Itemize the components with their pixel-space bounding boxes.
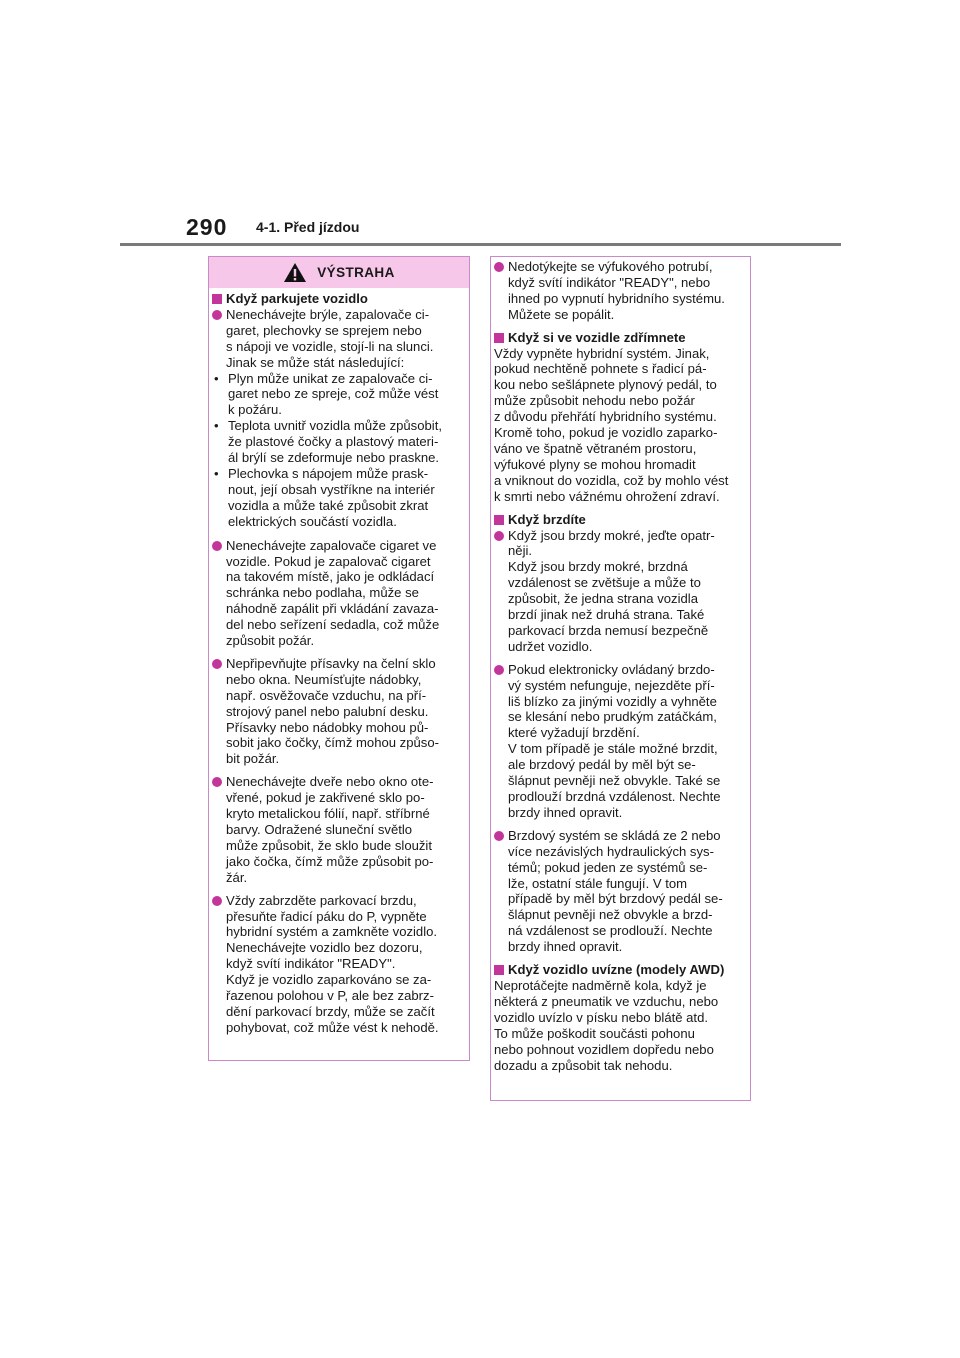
bullet-icon <box>212 777 222 787</box>
bullet-icon <box>494 831 504 841</box>
list-item: Když jsou brzdy mokré, jeďte opatr- něji. Když jsou brzdy mokré, brzdná vzdálenost se zvětšuje a může to způsobit, že jedna strana vozidla brzdí jinak než druhá strana. Také parkovací brzda nemusí bezpečně udržet vozidlo. <box>494 528 744 655</box>
list-item: Nenechávejte zapalovače cigaret ve vozidle. Pokud je zapalovač cigaret na takovém místě, jako je odkládací schránka nebo podlaha, může se náhodně zapálit při vkládání zavaza- del nebo seřízení sedadla, což může způsobit požár. <box>212 538 463 649</box>
list-item: Nedotýkejte se výfukového potrubí, když svítí indikátor "READY", nebo ihned po vypnutí hybridního systému. Můžete se popálit. <box>494 259 744 323</box>
sub-list <box>212 371 463 530</box>
square-bullet-icon <box>494 333 504 343</box>
list-item: Pokud elektronicky ovládaný brzdo- vý systém nefunguje, nejezděte pří- liš blízko za jinými vozidly a vyhněte se klesání nebo prudkým zatáčkám, které vyžadují brzdění. V tom případě je stále možné brzdit, ale brzdový pedál by měl být se- šlápnut pevněji než obvykle. Také se prodlouží brzdná vzdálenost. Nechte brzdy ihned opravit. <box>494 662 744 821</box>
heading-braking: Když brzdíte <box>494 512 744 528</box>
sub-list-item: • Plechovka s nápojem může prask- nout, její obsah vystříkne na interiér vozidla a může také způsobit zkrat elektrických součástí vozidla. <box>214 465 435 529</box>
bullet-icon <box>212 659 222 669</box>
list-item: Nepřipevňujte přísavky na čelní sklo nebo okna. Neumísťujte nádobky, např. osvěžovače vzduchu, na pří- strojový panel nebo palubní desku. Přísavky nebo nádobky mohou pů- sobit jako čočky, čímž mohou způso- bit požár. <box>212 656 463 767</box>
sub-list-item: • Plyn může unikat ze zapalovače ci- garet nebo ze spreje, což může vést k požáru. <box>214 370 439 418</box>
bullet-icon <box>212 541 222 551</box>
warning-box-left <box>208 256 470 1061</box>
bullet-icon <box>494 262 504 272</box>
bullet-icon <box>212 310 222 320</box>
paragraph-nap: Vždy vypněte hybridní systém. Jinak, pokud nechtěně pohnete s řadicí pá- kou nebo sešlápnete plynový pedál, to může způsobit nehodu nebo požár z důvodu přehřátí hybridního systému. Kromě toho, pokud je vozidlo zaparko- váno ve špatně větraném prostoru, výfukové plyny se mohou hromadit a vniknout do vozidla, což by mohlo vést k smrti nebo vážnému ohrožení zdraví. <box>494 345 729 504</box>
square-bullet-icon <box>494 965 504 975</box>
sub-list-item: • Teplota uvnitř vozidla může způsobit, že plastové čočky a plastový materi- ál brýlí se zdeformuje nebo praskne. <box>214 418 442 466</box>
list-item: Nenechávejte brýle, zapalovače ci- garet, plechovky se sprejem nebo s nápoji ve vozidle, stojí-li na slunci. Jinak se může stát následující: <box>212 307 463 371</box>
heading-parking: Když parkujete vozidlo <box>212 291 463 307</box>
warning-title: VÝSTRAHA <box>317 265 395 280</box>
warning-box-right <box>490 256 751 1101</box>
page-number: 290 <box>186 214 228 240</box>
list-item: Nenechávejte dveře nebo okno ote- vřené, pokud je zakřivené sklo po- kryto metalickou fólií, např. stříbrné barvy. Odražené sluneční světlo může způsobit, že sklo bude sloužit jako čočka, čímž může způsobit po- žár. <box>212 774 463 885</box>
heading-stuck: Když vozidlo uvízne (modely AWD) <box>494 962 744 978</box>
paragraph-stuck: Neprotáčejte nadměrně kola, když je některá z pneumatik ve vzduchu, nebo vozidlo uvízlo v písku nebo blátě atd. To může poškodit součásti pohonu nebo pohnout vozidlem dopředu nebo dozadu a způsobit tak nehodu. <box>494 977 719 1073</box>
header-divider <box>120 243 841 246</box>
bullet-icon <box>494 531 504 541</box>
bullet-icon <box>212 896 222 906</box>
bullet-icon <box>494 665 504 675</box>
warning-header <box>209 257 469 288</box>
square-bullet-icon <box>212 294 222 304</box>
warning-triangle-icon <box>283 262 307 283</box>
square-bullet-icon <box>494 515 504 525</box>
section-title: 4-1. Před jízdou <box>256 219 360 235</box>
heading-nap: Když si ve vozidle zdřímnete <box>494 330 744 346</box>
list-item: Vždy zabrzděte parkovací brzdu, přesuňte řadicí páku do P, vypněte hybridní systém a zamkněte vozidlo. Nenechávejte vozidlo bez dozoru, když svítí indikátor "READY". Když je vozidlo zaparkováno se za- řazenou polohou v P, ale bez zabrz- dění parkovací brzdy, může se začít pohybovat, což může vést k nehodě. <box>212 893 463 1036</box>
list-item: Brzdový systém se skládá ze 2 nebo více nezávislých hydraulických sys- témů; pokud jeden ze systémů se- lže, ostatní stále fungují. V tom případě by měl být brzdový pedál se- šlápnut pevněji než obvykle a brzd- ná vzdálenost se prodlouží. Nechte brzdy ihned opravit. <box>494 828 744 955</box>
